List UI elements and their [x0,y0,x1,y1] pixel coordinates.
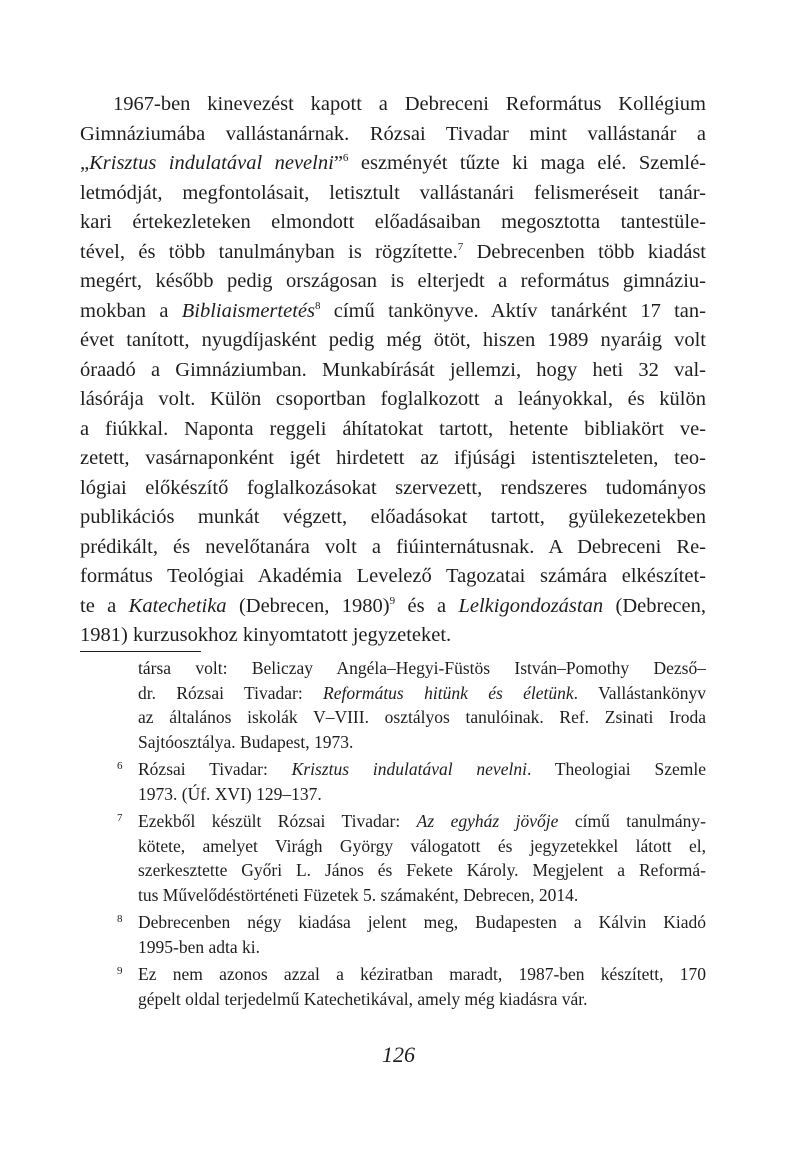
footnote-number: 8 [117,913,123,925]
footnote-line: dr. Rózsai Tivadar: Református hitünk és életünk. Vallástankönyv [138,682,706,703]
text-line: formátus Teológiai Akadémia Levelező Tagozatai számára elkészítet- [80,565,706,587]
footnote-line: Rózsai Tivadar: Krisztus indulatával nevelni. Theologiai Szemle [138,759,706,779]
footnote-number: 7 [117,812,123,824]
italic-title: Krisztus indulatával nevelni [89,152,334,174]
footnote-line: társa volt: Beliczay Angéla–Hegyi-Füstös István–Pomothy Dezső– [138,658,706,678]
footnote-reference: 6 [342,152,349,164]
footnote [80,757,706,806]
footnote-line: az általános iskolák V–VIII. osztályos tanulóinak. Ref. Zsinati Iroda [138,707,706,727]
text-line: prédikált, és nevelőtanára volt a fiúinternátusnak. A Debreceni Re- [80,535,706,558]
italic-title: Református hitünk és életünk [323,682,574,703]
footnote-number: 6 [117,760,123,772]
text-line: zetett, vasárnaponként igét hirdetett az ifjúsági istentiszteleten, teo- [80,447,706,469]
text-line: lásórája volt. Külön csoportban foglalkozott a leányokkal, és külön [80,388,706,410]
footnotes [80,656,706,1011]
footnote-line: Ezekből készült Rózsai Tivadar: Az egyház jövője című tanulmány- [138,811,706,831]
text-line: évet tanított, nyugdíjasként pedig még ötöt, hiszen 1989 nyaráig volt [80,329,706,351]
page-number: 126 [382,1042,415,1067]
text-line: kari értekezleteken elmondott előadásaiban megosztotta tantestüle- [80,211,706,233]
text-line: letmódját, megfontolásait, letisztult vallástanári felismeréseit tanár- [80,181,706,204]
text-line: te a Katechetika (Debrecen, 1980)$^9$ és a Lelkigondozástan (Debrecen, [80,594,706,617]
footnote-number: 9 [117,965,123,977]
footnote-line: Ez nem azonos azzal a kéziratban maradt, 1987-ben készített, 170 [138,964,706,984]
text-line: publikációs munkát végzett, előadásokat tartott, gyülekezetekben [80,506,706,528]
text-line: 1967-ben kinevezést kapott a Debreceni Református Kollégium [113,93,706,115]
italic-title: Az egyház jövője [416,811,559,831]
italic-title: Katechetika [128,594,227,617]
footnote-separator [80,651,201,652]
footnote-reference: 7 [457,240,464,253]
footnote-line: tus Művelődéstörténeti Füzetek 5. számaként, Debrecen, 2014. [138,884,579,905]
text-line: Gimnáziumába vallástanárnak. Rózsai Tivadar mint vallástanár a [80,122,706,145]
footnote-line: gépelt oldal terjedelmű Katechetikával, amely még kiadásra vár. [138,988,588,1009]
footnote-reference: 8 [314,299,321,312]
text-line: megért, később pedig országosan is elterjedt a református gimnáziu- [80,270,706,292]
italic-title: Krisztus indulatával nevelni [291,759,527,779]
footnote-reference: 9 [389,594,396,607]
footnote-line: szerkesztette Győri L. János és Fekete Károly. Megjelent a Reformá- [138,860,706,880]
footnote-line: 1995-ben adta ki. [138,936,260,957]
text-line: lógiai előkészítő foglalkozásokat szervezett, rendszeres tudományos [80,476,706,499]
italic-title: Bibliaismertetés [181,299,315,322]
text-line: óraadó a Gimnáziumban. Munkabírását jellemzi, hogy heti 32 val- [80,358,706,381]
footnote-line: kötete, amelyet Virágh György válogatott és jegyzetekkel látott el, [138,835,706,856]
footnote-line: Debrecenben négy kiadása jelent meg, Budapesten a Kálvin Kiadó [138,912,706,932]
text-line: mokban a Bibliaismertetés$^8$ című tankönyve. Aktív tanárként 17 tan- [80,299,706,322]
italic-title: Lelkigondozástan [458,594,604,617]
body-text [80,90,706,651]
text-line: 1981) kurzusokhoz kinyomtatott jegyzeteket. [80,624,452,646]
footnote [80,910,706,959]
footnote-line: Sajtóosztálya. Budapest, 1973. [138,731,354,752]
footnote-line: 1973. (Úf. XVI) 129–137. [138,783,322,804]
footnote [80,962,706,1011]
text-line: „Krisztus indulatával nevelni”$^6$ eszményét tűzte ki maga elé. Szemlé- [80,152,706,174]
text-line: tével, és több tanulmányban is rögzítette.$^7$ Debrecenben több kiadást [80,240,706,263]
text-line: a fiúkkal. Naponta reggeli áhítatokat tartott, hetente bibliakört ve- [80,417,706,440]
footnote [80,656,706,754]
footnote [80,809,706,907]
